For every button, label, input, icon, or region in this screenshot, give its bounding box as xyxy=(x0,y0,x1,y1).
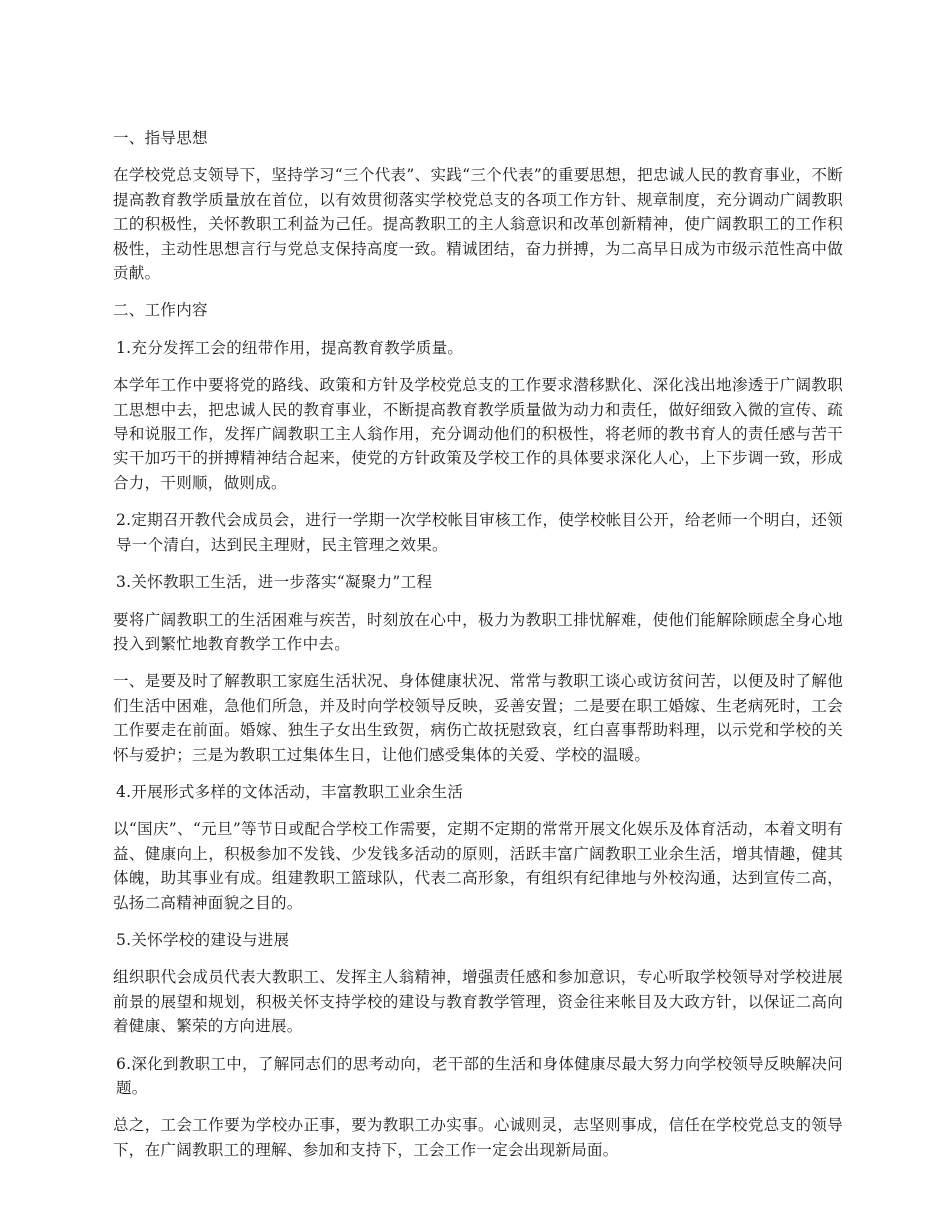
paragraph-conclusion: 总之，工会工作要为学校办正事，要为教职工办实事。心诚则灵，志坚则事成，信任在学校党总支的领导下，在广阔教职工的理解、参加和支持下，工会工作一定会出现新局面。 xyxy=(113,1116,843,1159)
paragraph-item-4: 以“国庆”、“元旦”等节日或配合学校工作需要，定期不定期的常常开展文化娱乐及体育活动，本着文明有益、健康向上，积极参加不发钱、少发钱多活动的原则，活跃丰富广阔教职工业余生活，增其情趣，健其体魄，助其事业有成。组建教职工篮球队，代表二高形象，有组织有纪律地与外校沟通，达到宣传二高，弘扬二高精神面貌之目的。 xyxy=(113,820,843,912)
item-heading-3: 3.关怀教职工生活，进一步落实“凝聚力”工程 xyxy=(116,573,433,592)
item-heading-5: 5.关怀学校的建设与进展 xyxy=(116,930,290,949)
paragraph-item-3b: 一、是要及时了解教职工家庭生活状况、身体健康状况、常常与教职工谈心或访贫问苦，以便及时了解他们生活中困难，急他们所急，并及时向学校领导反映，妥善安置；二是要在职工婚嫁、生老病死时，工会工作要走在前面。婚嫁、独生子女出生致贺，病伤亡故抚慰致哀，红白喜事帮助料理，以示党和学校的关怀与爱护；三是为教职工过集体生日，让他们感受集体的关爱、学校的温暖。 xyxy=(113,672,843,764)
section-heading-guiding-thought: 一、指导思想 xyxy=(113,129,208,147)
paragraph-item-6: 6.深化到教职工中，了解同志们的思考动向，老干部的生活和身体健康尽最大努力向学校领导反映解决问题。 xyxy=(116,1054,843,1097)
paragraph-item-2: 2.定期召开教代会成员会，进行一学期一次学校帐目审核工作，使学校帐目公开，给老师一个明白，还领导一个清白，达到民主理财，民主管理之效果。 xyxy=(116,511,843,554)
item-heading-1: 1.充分发挥工会的纽带作用，提高教育教学质量。 xyxy=(116,338,464,357)
section-heading-work-content: 二、工作内容 xyxy=(113,301,208,320)
paragraph-item-3a: 要将广阔教职工的生活困难与疾苦，时刻放在心中，极力为教职工排忧解难，使他们能解除顾虑全身心地投入到繁忙地教育教学工作中去。 xyxy=(113,610,843,653)
paragraph-item-5: 组织职代会成员代表大教职工、发挥主人翁精神，增强责任感和参加意识，专心听取学校领导对学校进展前景的展望和规划，积极关怀支持学校的建设与教育教学管理，资金往来帐目及大政方针，以保证二高向着健康、繁荣的方向进展。 xyxy=(113,968,843,1036)
paragraph-item-1: 本学年工作中要将党的路线、政策和方针及学校党总支的工作要求潜移默化、深化浅出地渗透于广阔教职工思想中去，把忠诚人民的教育事业，不断提高教育教学质量做为动力和责任，做好细致入微的宣传、疏导和说服工作，发挥广阔教职工主人翁作用，充分调动他们的积极性，将老师的教书育人的责任感与苦干实干加巧干的拼搏精神结合起来，使党的方针政策及学校工作的具体要求深化人心，上下步调一致，形成合力，干则顺，做则成。 xyxy=(113,376,843,492)
item-heading-4: 4.开展形式多样的文体活动，丰富教职工业余生活 xyxy=(116,782,464,801)
paragraph-guiding-thought: 在学校党总支领导下，坚持学习“三个代表”、实践“三个代表”的重要思想，把忠诚人民的教育事业，不断提高教育教学质量放在首位，以有效贯彻落实学校党总支的各项工作方针、规章制度，充分调动广阔教职工的积极性，关怀教职工利益为己任。提高教职工的主人翁意识和改革创新精神，使广阔教职工的工作积极性，主动性思想言行与党总支保持高度一致。精诚团结，奋力拼搏，为二高早日成为市级示范性高中做贡献。 xyxy=(113,166,843,283)
document-page xyxy=(113,126,843,1175)
